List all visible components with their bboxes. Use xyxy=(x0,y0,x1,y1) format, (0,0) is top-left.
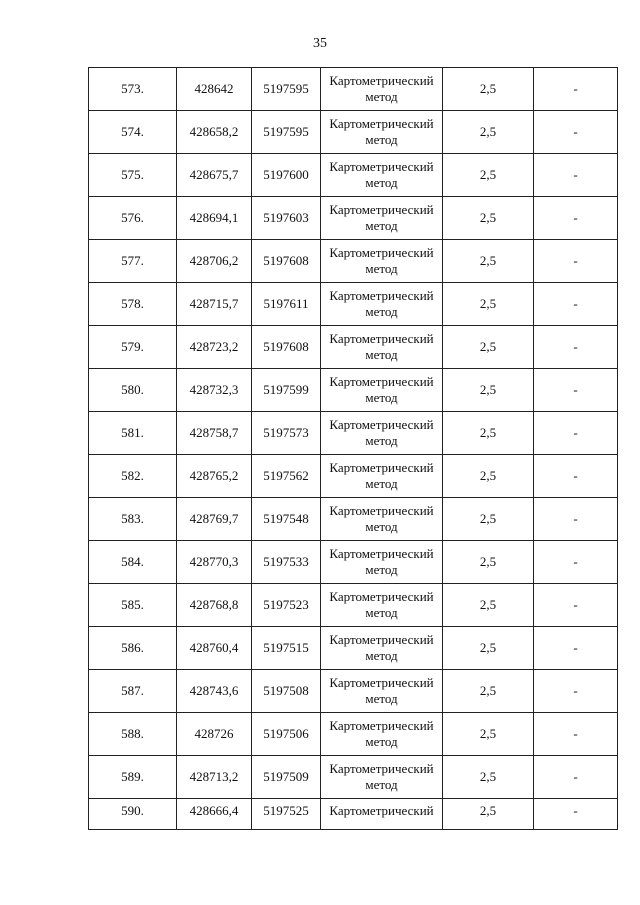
table-row xyxy=(89,670,618,713)
method-cell xyxy=(321,197,443,240)
method-cell xyxy=(321,326,443,369)
point-number-cell: 580. xyxy=(89,369,177,412)
method-line-1: Картометрический xyxy=(329,288,434,303)
note-cell: - xyxy=(534,240,618,283)
method-cell xyxy=(321,369,443,412)
accuracy-cell: 2,5 xyxy=(443,455,534,498)
y-coordinate-cell: 5197562 xyxy=(252,455,321,498)
accuracy-cell: 2,5 xyxy=(443,541,534,584)
table-row xyxy=(89,68,618,111)
y-coordinate-cell: 5197515 xyxy=(252,627,321,670)
method-line-2: метод xyxy=(365,304,398,319)
method-cell xyxy=(321,111,443,154)
method-cell xyxy=(321,412,443,455)
x-coordinate-cell: 428760,4 xyxy=(177,627,252,670)
x-coordinate-cell: 428765,2 xyxy=(177,455,252,498)
note-cell: - xyxy=(534,369,618,412)
note-cell: - xyxy=(534,412,618,455)
method-line-2: метод xyxy=(365,261,398,276)
note-cell: - xyxy=(534,799,618,830)
method-cell xyxy=(321,498,443,541)
method-line-1: Картометрический xyxy=(329,589,434,604)
accuracy-cell: 2,5 xyxy=(443,412,534,455)
y-coordinate-cell: 5197533 xyxy=(252,541,321,584)
note-cell: - xyxy=(534,756,618,799)
x-coordinate-cell: 428706,2 xyxy=(177,240,252,283)
table-row xyxy=(89,455,618,498)
method-line-1: Картометрический xyxy=(329,632,434,647)
note-cell: - xyxy=(534,584,618,627)
y-coordinate-cell: 5197595 xyxy=(252,68,321,111)
method-cell xyxy=(321,670,443,713)
accuracy-cell: 2,5 xyxy=(443,584,534,627)
x-coordinate-cell: 428694,1 xyxy=(177,197,252,240)
method-line-2: метод xyxy=(365,89,398,104)
method-line-1: Картометрический xyxy=(329,803,434,818)
point-number-cell: 584. xyxy=(89,541,177,584)
x-coordinate-cell: 428658,2 xyxy=(177,111,252,154)
y-coordinate-cell: 5197603 xyxy=(252,197,321,240)
x-coordinate-cell: 428715,7 xyxy=(177,283,252,326)
method-line-2: метод xyxy=(365,347,398,362)
table-row xyxy=(89,154,618,197)
method-line-1: Картометрический xyxy=(329,417,434,432)
point-number-cell: 587. xyxy=(89,670,177,713)
coordinates-table-body xyxy=(89,68,618,830)
y-coordinate-cell: 5197600 xyxy=(252,154,321,197)
table-row xyxy=(89,541,618,584)
note-cell: - xyxy=(534,197,618,240)
method-line-2: метод xyxy=(365,777,398,792)
method-line-1: Картометрический xyxy=(329,761,434,776)
method-cell xyxy=(321,68,443,111)
note-cell: - xyxy=(534,68,618,111)
x-coordinate-cell: 428769,7 xyxy=(177,498,252,541)
point-number-cell: 583. xyxy=(89,498,177,541)
method-cell xyxy=(321,455,443,498)
table-row xyxy=(89,283,618,326)
y-coordinate-cell: 5197509 xyxy=(252,756,321,799)
accuracy-cell: 2,5 xyxy=(443,111,534,154)
table-row xyxy=(89,799,618,830)
method-line-1: Картометрический xyxy=(329,460,434,475)
note-cell: - xyxy=(534,154,618,197)
table-row xyxy=(89,627,618,670)
accuracy-cell: 2,5 xyxy=(443,713,534,756)
method-line-2: метод xyxy=(365,218,398,233)
point-number-cell: 575. xyxy=(89,154,177,197)
y-coordinate-cell: 5197523 xyxy=(252,584,321,627)
note-cell: - xyxy=(534,713,618,756)
method-line-2: метод xyxy=(365,390,398,405)
x-coordinate-cell: 428713,2 xyxy=(177,756,252,799)
accuracy-cell: 2,5 xyxy=(443,240,534,283)
method-line-1: Картометрический xyxy=(329,718,434,733)
method-line-2: метод xyxy=(365,562,398,577)
method-line-1: Картометрический xyxy=(329,73,434,88)
table-row xyxy=(89,111,618,154)
note-cell: - xyxy=(534,326,618,369)
accuracy-cell: 2,5 xyxy=(443,154,534,197)
y-coordinate-cell: 5197525 xyxy=(252,799,321,830)
note-cell: - xyxy=(534,111,618,154)
method-cell xyxy=(321,154,443,197)
accuracy-cell: 2,5 xyxy=(443,799,534,830)
method-line-1: Картометрический xyxy=(329,202,434,217)
note-cell: - xyxy=(534,498,618,541)
point-number-cell: 586. xyxy=(89,627,177,670)
method-line-2: метод xyxy=(365,605,398,620)
method-line-1: Картометрический xyxy=(329,503,434,518)
point-number-cell: 576. xyxy=(89,197,177,240)
x-coordinate-cell: 428732,3 xyxy=(177,369,252,412)
accuracy-cell: 2,5 xyxy=(443,68,534,111)
y-coordinate-cell: 5197506 xyxy=(252,713,321,756)
table-row xyxy=(89,756,618,799)
accuracy-cell: 2,5 xyxy=(443,197,534,240)
table-row xyxy=(89,326,618,369)
point-number-cell: 573. xyxy=(89,68,177,111)
method-line-1: Картометрический xyxy=(329,675,434,690)
x-coordinate-cell: 428666,4 xyxy=(177,799,252,830)
point-number-cell: 589. xyxy=(89,756,177,799)
method-line-1: Картометрический xyxy=(329,116,434,131)
method-line-2: метод xyxy=(365,175,398,190)
method-line-2: метод xyxy=(365,519,398,534)
note-cell: - xyxy=(534,627,618,670)
method-cell xyxy=(321,756,443,799)
method-line-2: метод xyxy=(365,433,398,448)
note-cell: - xyxy=(534,670,618,713)
point-number-cell: 581. xyxy=(89,412,177,455)
x-coordinate-cell: 428758,7 xyxy=(177,412,252,455)
x-coordinate-cell: 428726 xyxy=(177,713,252,756)
table-row xyxy=(89,369,618,412)
table-row xyxy=(89,498,618,541)
method-cell xyxy=(321,240,443,283)
table-row xyxy=(89,197,618,240)
y-coordinate-cell: 5197608 xyxy=(252,240,321,283)
method-cell xyxy=(321,799,443,830)
y-coordinate-cell: 5197508 xyxy=(252,670,321,713)
table-row xyxy=(89,412,618,455)
method-line-1: Картометрический xyxy=(329,159,434,174)
y-coordinate-cell: 5197599 xyxy=(252,369,321,412)
point-number-cell: 574. xyxy=(89,111,177,154)
x-coordinate-cell: 428642 xyxy=(177,68,252,111)
x-coordinate-cell: 428743,6 xyxy=(177,670,252,713)
method-line-2: метод xyxy=(365,476,398,491)
x-coordinate-cell: 428723,2 xyxy=(177,326,252,369)
accuracy-cell: 2,5 xyxy=(443,670,534,713)
accuracy-cell: 2,5 xyxy=(443,756,534,799)
note-cell: - xyxy=(534,541,618,584)
accuracy-cell: 2,5 xyxy=(443,498,534,541)
point-number-cell: 577. xyxy=(89,240,177,283)
y-coordinate-cell: 5197595 xyxy=(252,111,321,154)
method-cell xyxy=(321,584,443,627)
point-number-cell: 590. xyxy=(89,799,177,830)
note-cell: - xyxy=(534,283,618,326)
method-line-2: метод xyxy=(365,734,398,749)
method-cell xyxy=(321,713,443,756)
y-coordinate-cell: 5197608 xyxy=(252,326,321,369)
table-row xyxy=(89,713,618,756)
coordinates-table xyxy=(88,67,618,830)
method-line-1: Картометрический xyxy=(329,546,434,561)
point-number-cell: 582. xyxy=(89,455,177,498)
point-number-cell: 588. xyxy=(89,713,177,756)
method-line-2: метод xyxy=(365,648,398,663)
point-number-cell: 579. xyxy=(89,326,177,369)
accuracy-cell: 2,5 xyxy=(443,369,534,412)
method-line-1: Картометрический xyxy=(329,374,434,389)
method-line-1: Картометрический xyxy=(329,245,434,260)
page-number: 35 xyxy=(313,36,327,51)
y-coordinate-cell: 5197548 xyxy=(252,498,321,541)
accuracy-cell: 2,5 xyxy=(443,283,534,326)
method-line-2: метод xyxy=(365,132,398,147)
method-line-2: метод xyxy=(365,691,398,706)
y-coordinate-cell: 5197573 xyxy=(252,412,321,455)
y-coordinate-cell: 5197611 xyxy=(252,283,321,326)
method-line-1: Картометрический xyxy=(329,331,434,346)
method-cell xyxy=(321,627,443,670)
x-coordinate-cell: 428770,3 xyxy=(177,541,252,584)
accuracy-cell: 2,5 xyxy=(443,326,534,369)
note-cell: - xyxy=(534,455,618,498)
method-cell xyxy=(321,283,443,326)
table-row xyxy=(89,240,618,283)
x-coordinate-cell: 428768,8 xyxy=(177,584,252,627)
x-coordinate-cell: 428675,7 xyxy=(177,154,252,197)
point-number-cell: 585. xyxy=(89,584,177,627)
table-row xyxy=(89,584,618,627)
method-cell xyxy=(321,541,443,584)
accuracy-cell: 2,5 xyxy=(443,627,534,670)
point-number-cell: 578. xyxy=(89,283,177,326)
